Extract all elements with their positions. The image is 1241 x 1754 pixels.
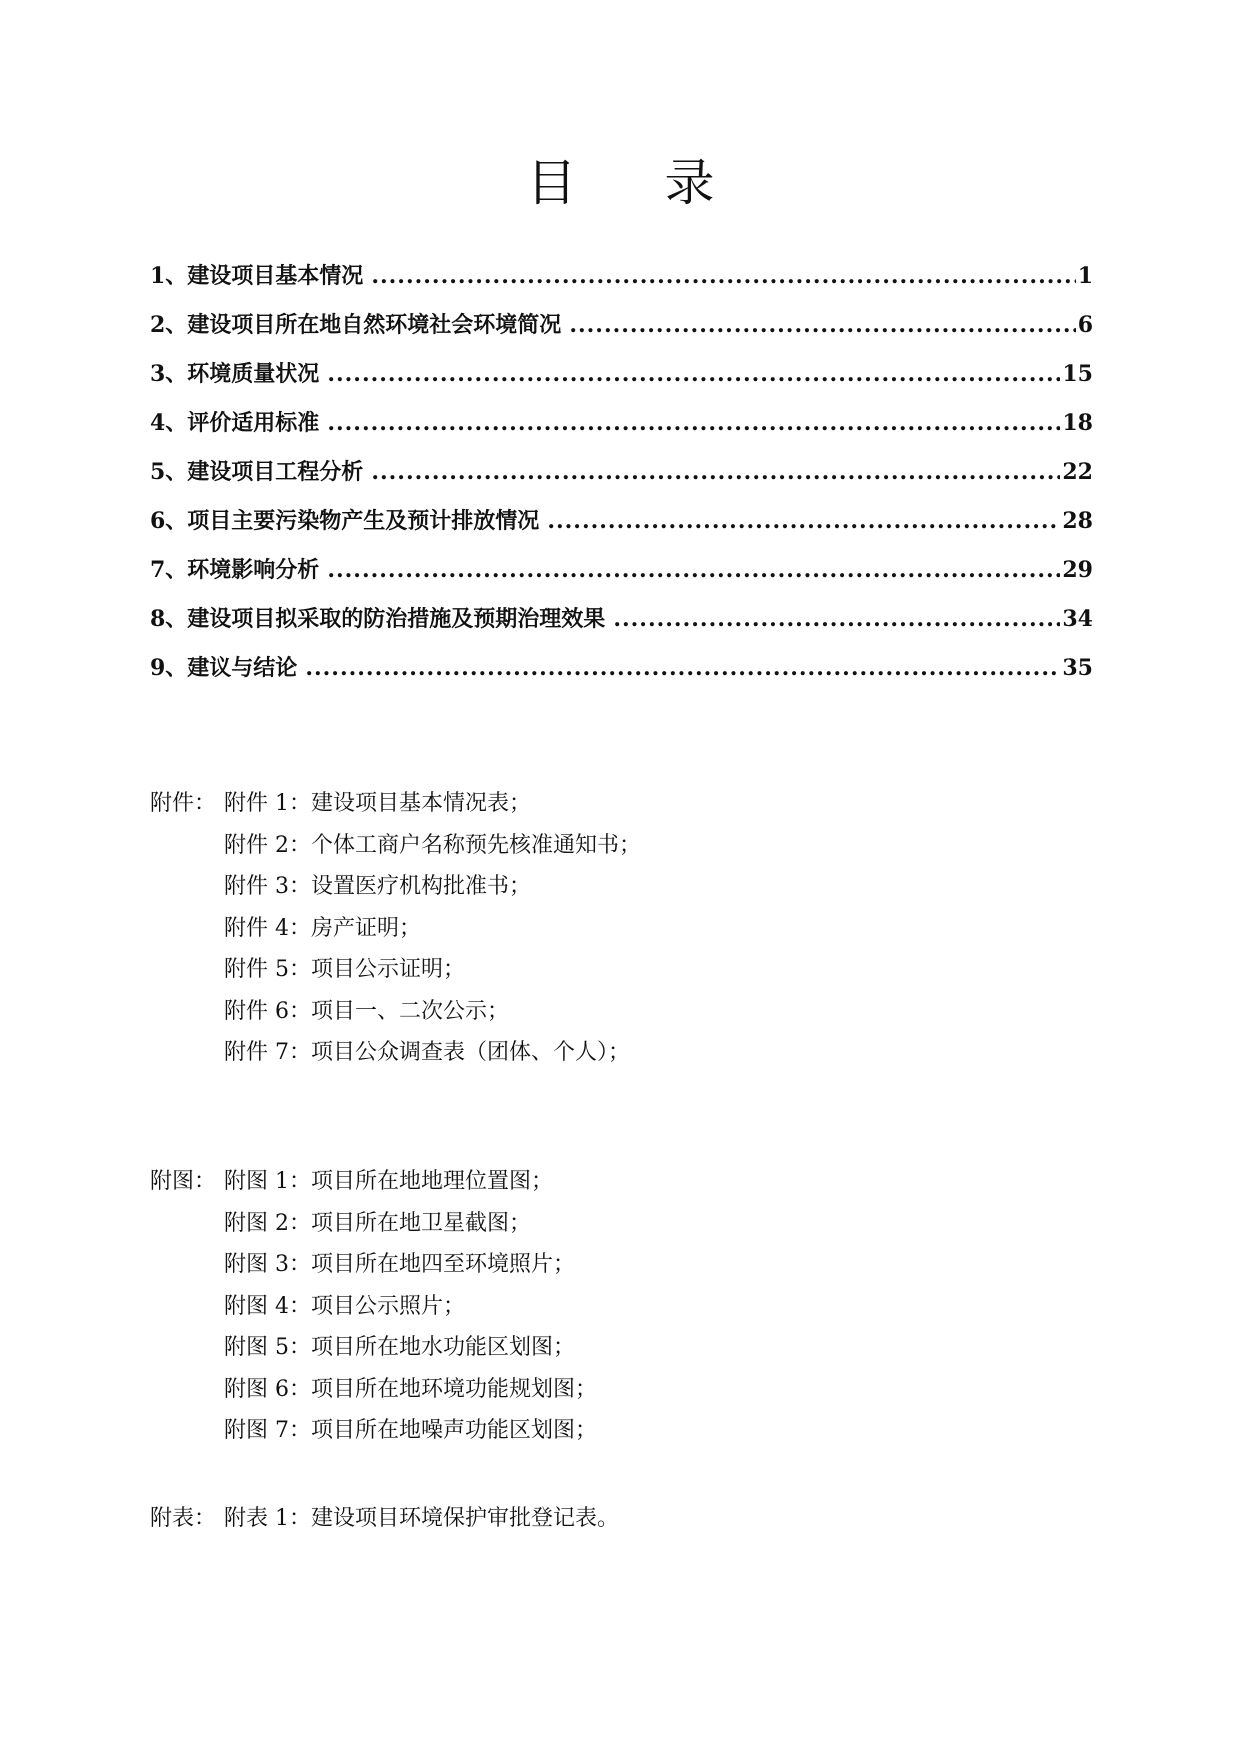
toc-entry-label: 8、建设项目拟采取的防治措施及预期治理效果 <box>150 606 606 632</box>
toc-entry-page: 22 <box>1062 459 1093 485</box>
toc-leader-dots <box>327 546 1060 595</box>
figure-item: 附图 5：项目所在地水功能区划图； <box>224 1335 575 1360</box>
toc-entry-label: 7、环境影响分析 <box>150 557 320 583</box>
figure-item: 附图 1：项目所在地地理位置图； <box>224 1169 553 1194</box>
toc-entry-page: 28 <box>1062 508 1093 534</box>
toc-entry-page: 29 <box>1062 557 1093 583</box>
attachment-item: 附件 7：项目公众调查表（团体、个人）； <box>224 1040 630 1065</box>
toc-entry-label: 4、评价适用标准 <box>150 410 320 436</box>
toc-entry[interactable] <box>150 448 1093 497</box>
toc-entry[interactable] <box>150 301 1093 350</box>
toc-entry-label: 6、项目主要污染物产生及预计排放情况 <box>150 508 540 534</box>
toc-entry-page: 6 <box>1077 312 1093 338</box>
toc-leader-dots <box>371 448 1060 497</box>
toc-entry-page: 18 <box>1062 410 1093 436</box>
figure-item: 附图 6：项目所在地环境功能规划图； <box>224 1376 597 1402</box>
attachment-item: 附件 5：项目公示证明； <box>224 957 465 982</box>
toc-leader-dots <box>613 595 1060 644</box>
figure-item: 附图 4：项目公示照片； <box>224 1293 465 1319</box>
toc-entry[interactable] <box>150 644 1093 693</box>
attachments-section <box>150 783 641 1074</box>
toc-entry[interactable] <box>150 399 1093 448</box>
toc-entry-page: 15 <box>1062 361 1093 387</box>
figures-section <box>150 1161 597 1452</box>
toc-entry-page: 34 <box>1062 606 1093 632</box>
toc-leader-dots <box>327 399 1060 448</box>
figure-item: 附图 2：项目所在地卫星截图； <box>224 1210 531 1236</box>
toc-entry-label: 2、建设项目所在地自然环境社会环境简况 <box>150 312 562 338</box>
toc-leader-dots <box>305 644 1060 693</box>
figure-item: 附图 3：项目所在地四至环境照片； <box>224 1252 575 1277</box>
toc-entry[interactable] <box>150 350 1093 399</box>
toc-entry-label: 1、建设项目基本情况 <box>150 263 364 289</box>
toc-entry-label: 9、建议与结论 <box>150 655 298 681</box>
tables-section <box>150 1498 619 1540</box>
attachment-item: 附件 1：建设项目基本情况表； <box>224 791 531 816</box>
toc-entry[interactable] <box>150 252 1093 301</box>
table-of-contents <box>150 252 1093 693</box>
attachment-item: 附件 6：项目一、二次公示； <box>224 998 509 1024</box>
attachment-item: 附件 4：房产证明； <box>224 915 421 941</box>
page-title: 目 录 <box>526 154 751 212</box>
attachments-label: 附件： <box>150 791 217 816</box>
toc-leader-dots <box>547 497 1060 546</box>
toc-entry-page: 1 <box>1077 263 1093 289</box>
toc-leader-dots <box>569 301 1075 350</box>
toc-leader-dots <box>327 350 1060 399</box>
figures-label: 附图： <box>150 1169 217 1194</box>
tables-label: 附表： <box>150 1506 217 1531</box>
toc-entry-label: 3、环境质量状况 <box>150 361 320 387</box>
toc-entry-page: 35 <box>1062 655 1093 681</box>
attachment-item: 附件 2：个体工商户名称预先核准通知书； <box>224 832 641 858</box>
toc-leader-dots <box>371 252 1075 301</box>
toc-entry[interactable] <box>150 595 1093 644</box>
table-item: 附表 1：建设项目环境保护审批登记表。 <box>224 1506 619 1531</box>
toc-entry[interactable] <box>150 546 1093 595</box>
toc-entry-label: 5、建设项目工程分析 <box>150 459 364 485</box>
attachment-item: 附件 3：设置医疗机构批准书； <box>224 874 531 899</box>
toc-entry[interactable] <box>150 497 1093 546</box>
figure-item: 附图 7：项目所在地噪声功能区划图； <box>224 1418 597 1443</box>
